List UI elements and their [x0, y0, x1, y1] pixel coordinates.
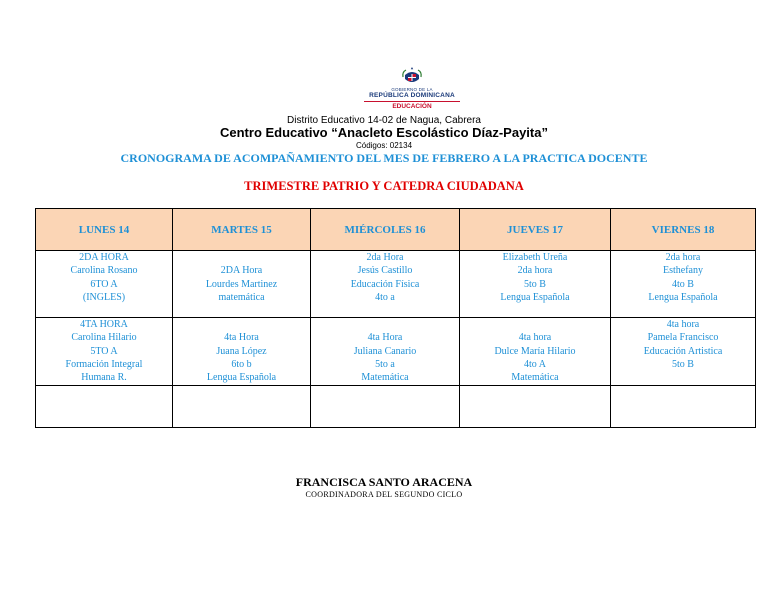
day-header-thursday: JUEVES 17 — [460, 209, 611, 251]
table-cell — [460, 251, 611, 318]
cell-line: 2da Hora — [366, 252, 404, 263]
cell-line: 4ta hora — [518, 332, 552, 344]
cell-line: 4ta hora — [666, 319, 700, 330]
cell-line: Elizabeth Ureña — [502, 252, 568, 263]
cell-line: Esthefany — [663, 265, 703, 277]
logo-republic-text: REPÚBLICA DOMINICANA — [369, 92, 455, 99]
cell-line: 2DA HORA — [79, 252, 129, 263]
cell-line: 4ta Hora — [367, 332, 403, 344]
coordinator-name: FRANCISCA SANTO ARACENA — [295, 475, 473, 489]
cell-line: Dulce María Hilario — [494, 345, 576, 357]
cell-line: 2da hora — [665, 252, 701, 263]
cell-line: 5to a — [375, 358, 395, 370]
cell-line: Pamela Francisco — [647, 332, 719, 344]
table-cell — [311, 386, 460, 428]
cell-line: Lengua Española — [500, 291, 570, 303]
cell-line: 4to B — [672, 278, 694, 290]
table-row — [36, 251, 756, 318]
cell-line: Lengua Española — [206, 372, 277, 384]
day-header-friday: VIERNES 18 — [611, 209, 756, 251]
cell-line — [460, 318, 610, 331]
cell-line: 4to A — [524, 358, 546, 370]
cell-line: Juana López — [216, 345, 267, 357]
cell-line: Educación Física — [350, 278, 420, 290]
district-line: Distrito Educativo 14-02 de Nagua, Cabrera — [287, 115, 481, 126]
table-cell — [173, 318, 311, 386]
cell-line: 6to b — [231, 358, 252, 370]
cell-line: 4TA HORA — [80, 319, 128, 330]
ministry-logo — [360, 66, 464, 111]
cell-line: Matemática — [361, 372, 409, 384]
trimester-title: TRIMESTRE PATRIO Y CATEDRA CIUDADANA — [244, 179, 524, 193]
cell-line: Formación Integral — [65, 358, 143, 370]
cell-line: Humana R. — [81, 372, 127, 384]
cell-line — [173, 251, 310, 264]
cell-line: Jesús Castillo — [357, 265, 413, 277]
schedule-title: CRONOGRAMA DE ACOMPAÑAMIENTO DEL MES DE FEBRERO A LA PRACTICA DOCENTE — [120, 151, 648, 165]
cell-line: matemática — [218, 291, 265, 303]
day-header-monday: LUNES 14 — [36, 209, 173, 251]
table-cell — [611, 251, 756, 318]
school-codes: Códigos: 02134 — [355, 141, 413, 150]
day-header-wednesday: MIÉRCOLES 16 — [311, 209, 460, 251]
cell-line: Educación Artistica — [643, 345, 723, 357]
cell-line: Lengua Española — [648, 291, 718, 303]
cell-line: 5TO A — [90, 345, 118, 357]
cell-line: (INGLES) — [82, 291, 126, 303]
table-cell — [36, 386, 173, 428]
cell-line: Carolina Rosano — [70, 265, 138, 277]
cell-line: Juliana Canario — [353, 345, 417, 357]
cell-line — [311, 318, 459, 331]
cell-line: 4ta Hora — [224, 332, 259, 344]
table-cell — [173, 251, 311, 318]
table-header-row — [36, 209, 756, 251]
table-cell — [311, 318, 460, 386]
cell-line: 2da hora — [517, 265, 553, 277]
school-name: Centro Educativo “Anacleto Escolástico Díaz-Payita” — [220, 125, 548, 140]
table-row — [36, 318, 756, 386]
logo-divider — [364, 101, 460, 102]
schedule-table — [35, 208, 756, 428]
coordinator-role: COORDINADORA DEL SEGUNDO CICLO — [305, 490, 463, 499]
table-row — [36, 386, 756, 428]
logo-government-text: GOBIERNO DE LA — [391, 87, 433, 92]
table-cell — [611, 318, 756, 386]
day-header-tuesday: MARTES 15 — [173, 209, 311, 251]
cell-line: 2DA Hora — [220, 265, 263, 277]
cell-line: 6TO A — [90, 278, 118, 290]
table-cell — [173, 386, 311, 428]
cell-line: Matemática — [511, 372, 559, 384]
cell-line: 4to a — [375, 291, 395, 303]
table-cell — [311, 251, 460, 318]
table-cell — [460, 318, 611, 386]
cell-line: 5to B — [672, 358, 694, 370]
cell-line: Carolina Hilario — [71, 332, 137, 344]
table-cell — [36, 318, 173, 386]
cell-line: Lourdes Martinez — [205, 278, 278, 290]
logo-education-text: EDUCACIÓN — [392, 103, 432, 110]
table-cell — [611, 386, 756, 428]
cell-line — [173, 318, 310, 331]
table-cell — [36, 251, 173, 318]
table-cell — [460, 386, 611, 428]
cell-line: 5to B — [524, 278, 546, 290]
coat-of-arms-icon — [401, 66, 423, 86]
